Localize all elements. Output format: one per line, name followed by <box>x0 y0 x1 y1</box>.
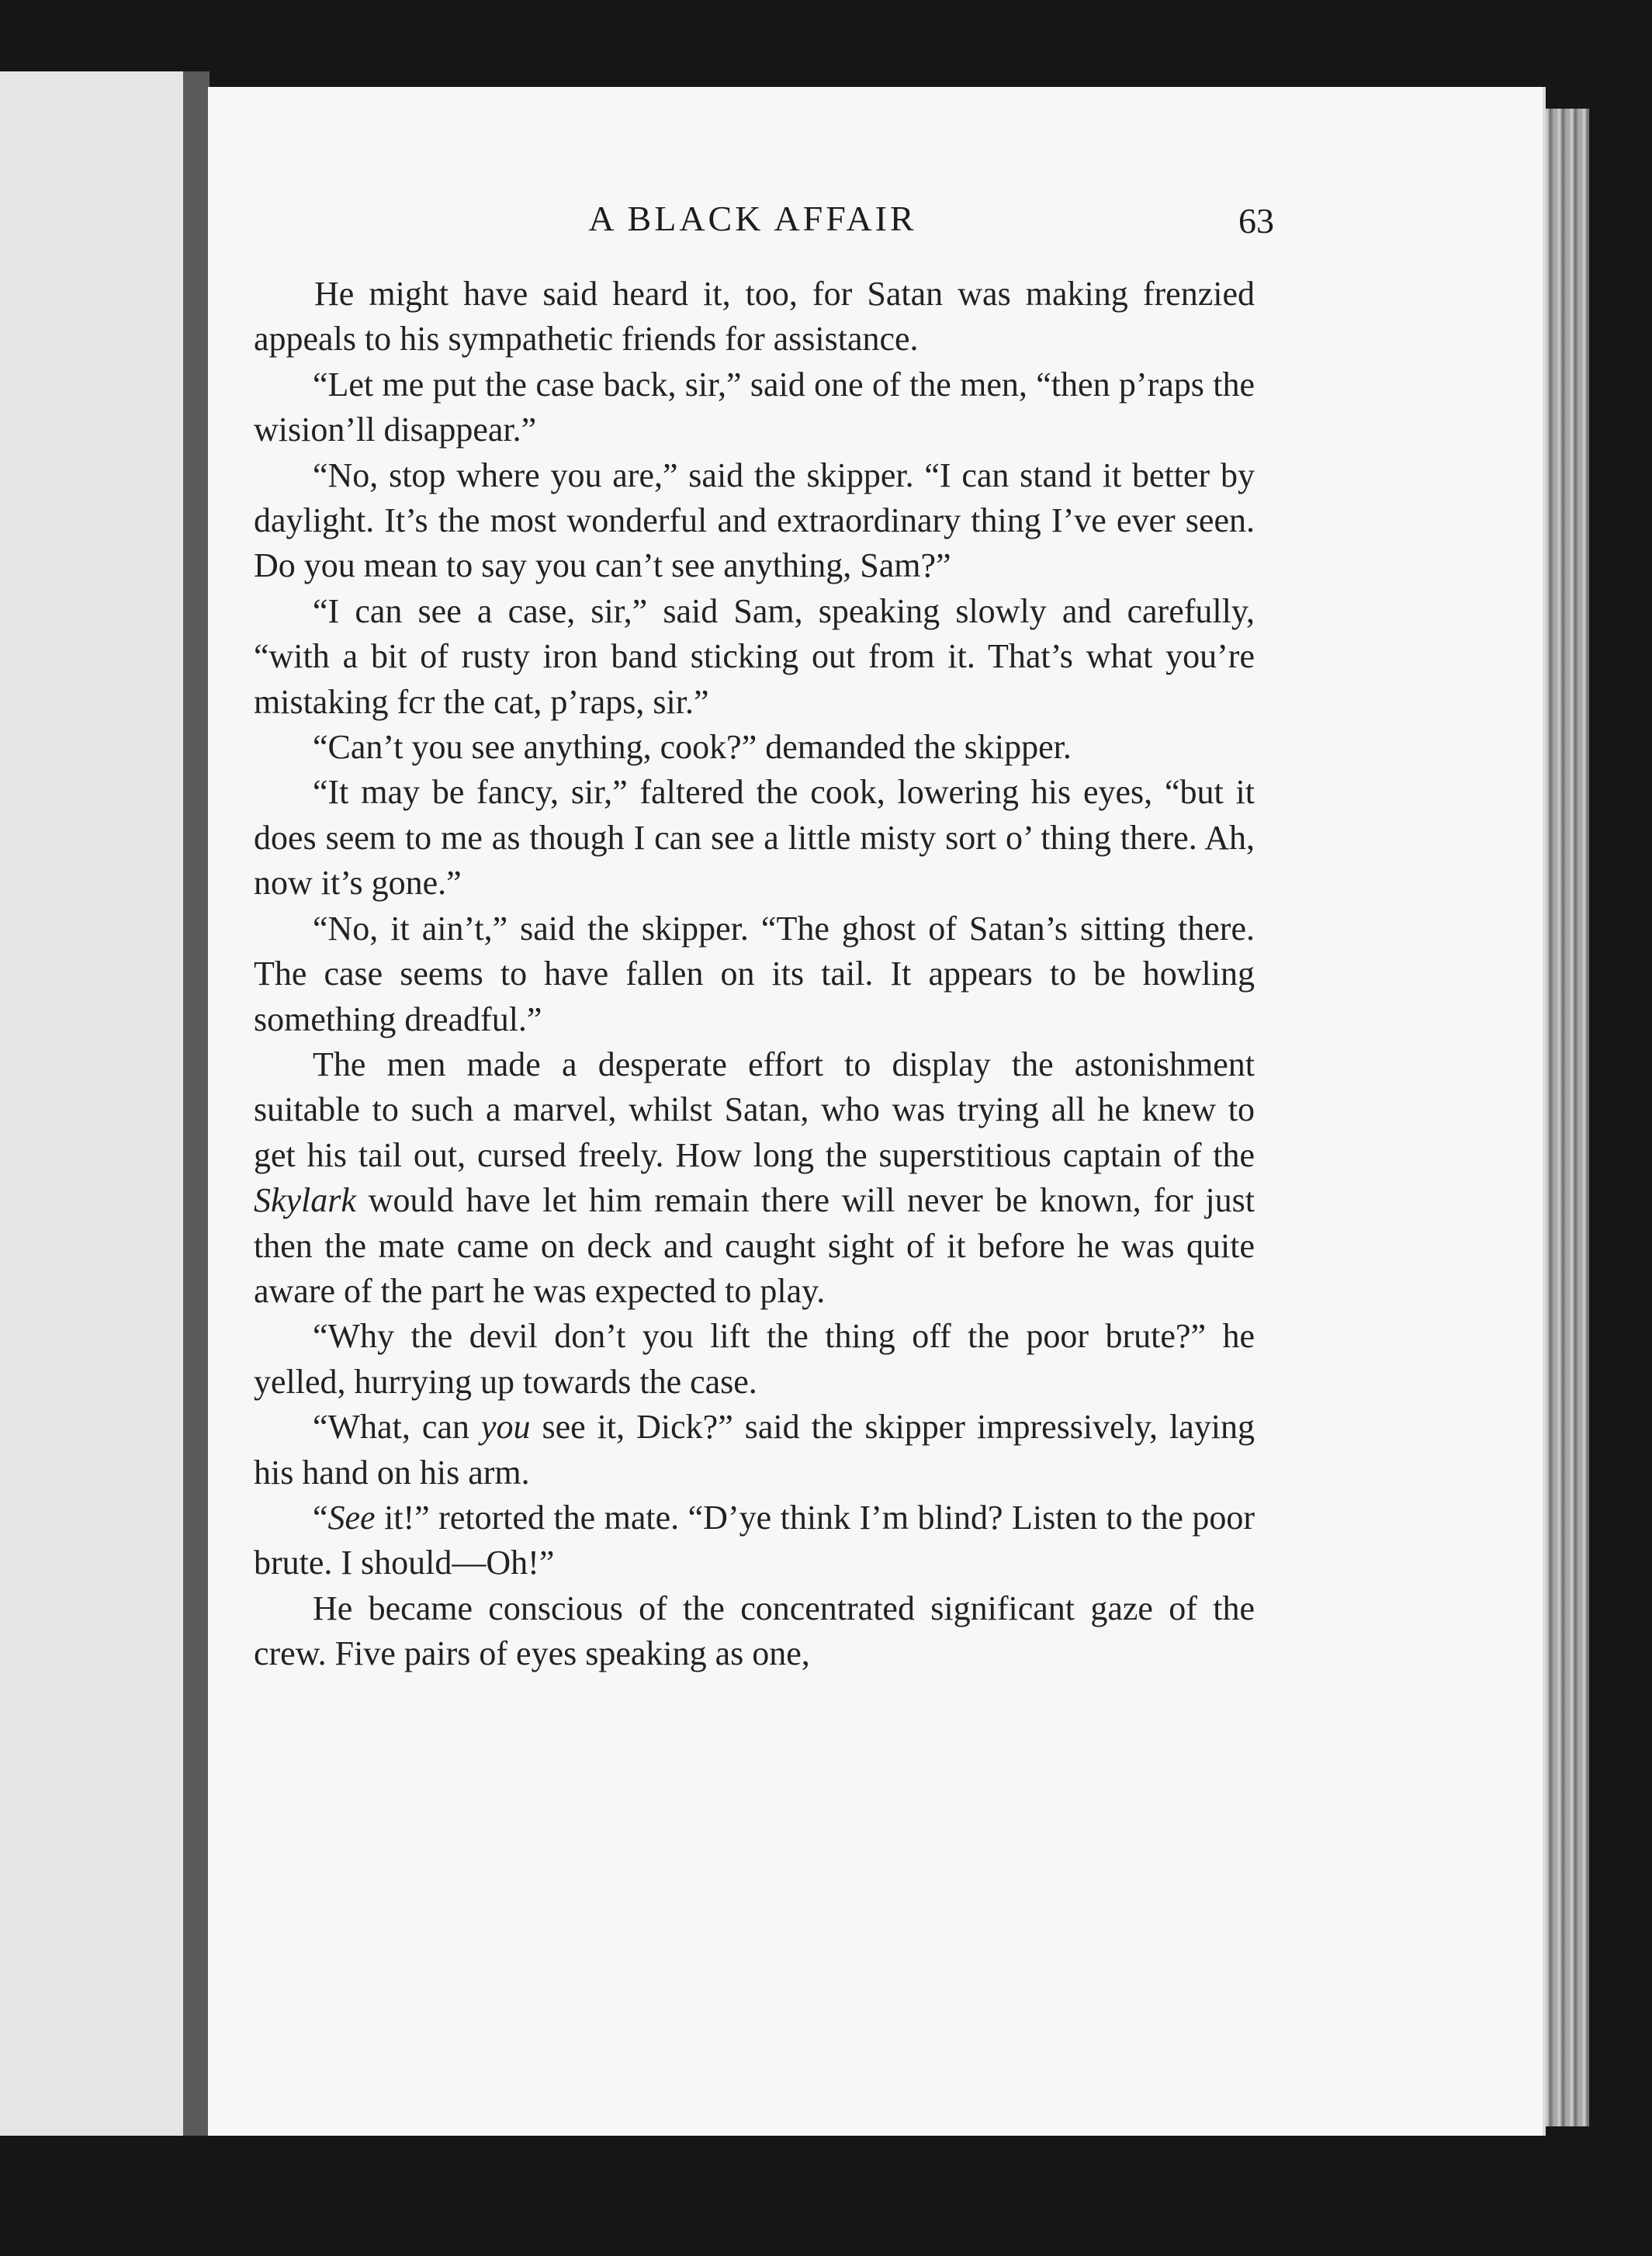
page-stack-edges <box>1543 109 1589 2126</box>
paragraph <box>254 1042 1255 1314</box>
running-head: A BLACK AFFAIR <box>588 199 917 238</box>
text-run: “It may be fancy, sir,” faltered the cook, lowering his eyes, “but it does seem to me as though I can see a little misty sort o’ thing there. Ah, now it’s gone.” <box>254 773 1255 903</box>
text-run: would have let him remain there will never be known, for just then the mate came on deck and caught sight of it before he was quite aware of the part he was expected to play. <box>254 1181 1255 1310</box>
paragraph <box>254 1314 1255 1405</box>
paragraph <box>254 725 1255 770</box>
paragraph <box>254 1495 1255 1586</box>
text-run: He might have said heard it, too, for Satan was making frenzied appeals to his sympathetic friends for assistance. <box>254 275 1255 359</box>
paragraph <box>254 906 1255 1042</box>
paragraph <box>254 1586 1255 1677</box>
italic-text: Skylark <box>254 1181 356 1220</box>
text-run: see it, Dick?” said the skipper impressively, laying his hand on his arm. <box>254 1408 1255 1492</box>
text-run: “Can’t you see anything, cook?” demanded the skipper. <box>313 728 1072 767</box>
text-run: “ <box>313 1498 328 1537</box>
text-run: it!” retorted the mate. “D’ye think I’m blind? Listen to the poor brute. I should—Oh!” <box>254 1498 1255 1582</box>
page-number: 63 <box>1238 201 1274 241</box>
paragraph <box>254 453 1255 589</box>
italic-text: you <box>480 1408 531 1447</box>
paragraph <box>254 1405 1255 1495</box>
text-run: “What, can <box>313 1408 481 1447</box>
paragraph <box>254 272 1255 362</box>
text-run: “Why the devil don’t you lift the thing off the poor brute?” he yelled, hurrying up towards the case. <box>254 1317 1255 1401</box>
text-run: “No, stop where you are,” said the skipper. “I can stand it better by daylight. It’s the most wonderful and extraordinary thing I’ve ever seen. Do you mean to say you can’t see anything, Sam?” <box>254 456 1255 585</box>
text-run: The men made a desperate effort to display the astonishment suitable to such a marvel, whilst Satan, who was trying all he knew to get his tail out, cursed freely. How long the superstitious captain of the <box>254 1045 1255 1174</box>
text-run: He became conscious of the concentrated significant gaze of the crew. Five pairs of eyes speaking as one, <box>254 1589 1255 1673</box>
paragraph <box>254 362 1255 453</box>
paragraph <box>254 770 1255 906</box>
body-text <box>254 272 1255 1677</box>
gutter-shadow <box>183 71 210 2136</box>
paragraph <box>254 589 1255 725</box>
text-run: “Let me put the case back, sir,” said one of the men, “then p’raps the wision’ll disappear.” <box>254 365 1255 449</box>
text-run: “I can see a case, sir,” said Sam, speaking slowly and carefully, “with a bit of rusty iron band sticking out from it. That’s what you’re mistaking fcr the cat, p’raps, sir.” <box>254 591 1255 721</box>
facing-page-edge <box>0 71 202 2136</box>
italic-text: See <box>327 1498 376 1537</box>
text-run: “No, it ain’t,” said the skipper. “The ghost of Satan’s sitting there. The case seems to have fallen on its tail. It appears to be howling something dreadful.” <box>254 909 1255 1038</box>
